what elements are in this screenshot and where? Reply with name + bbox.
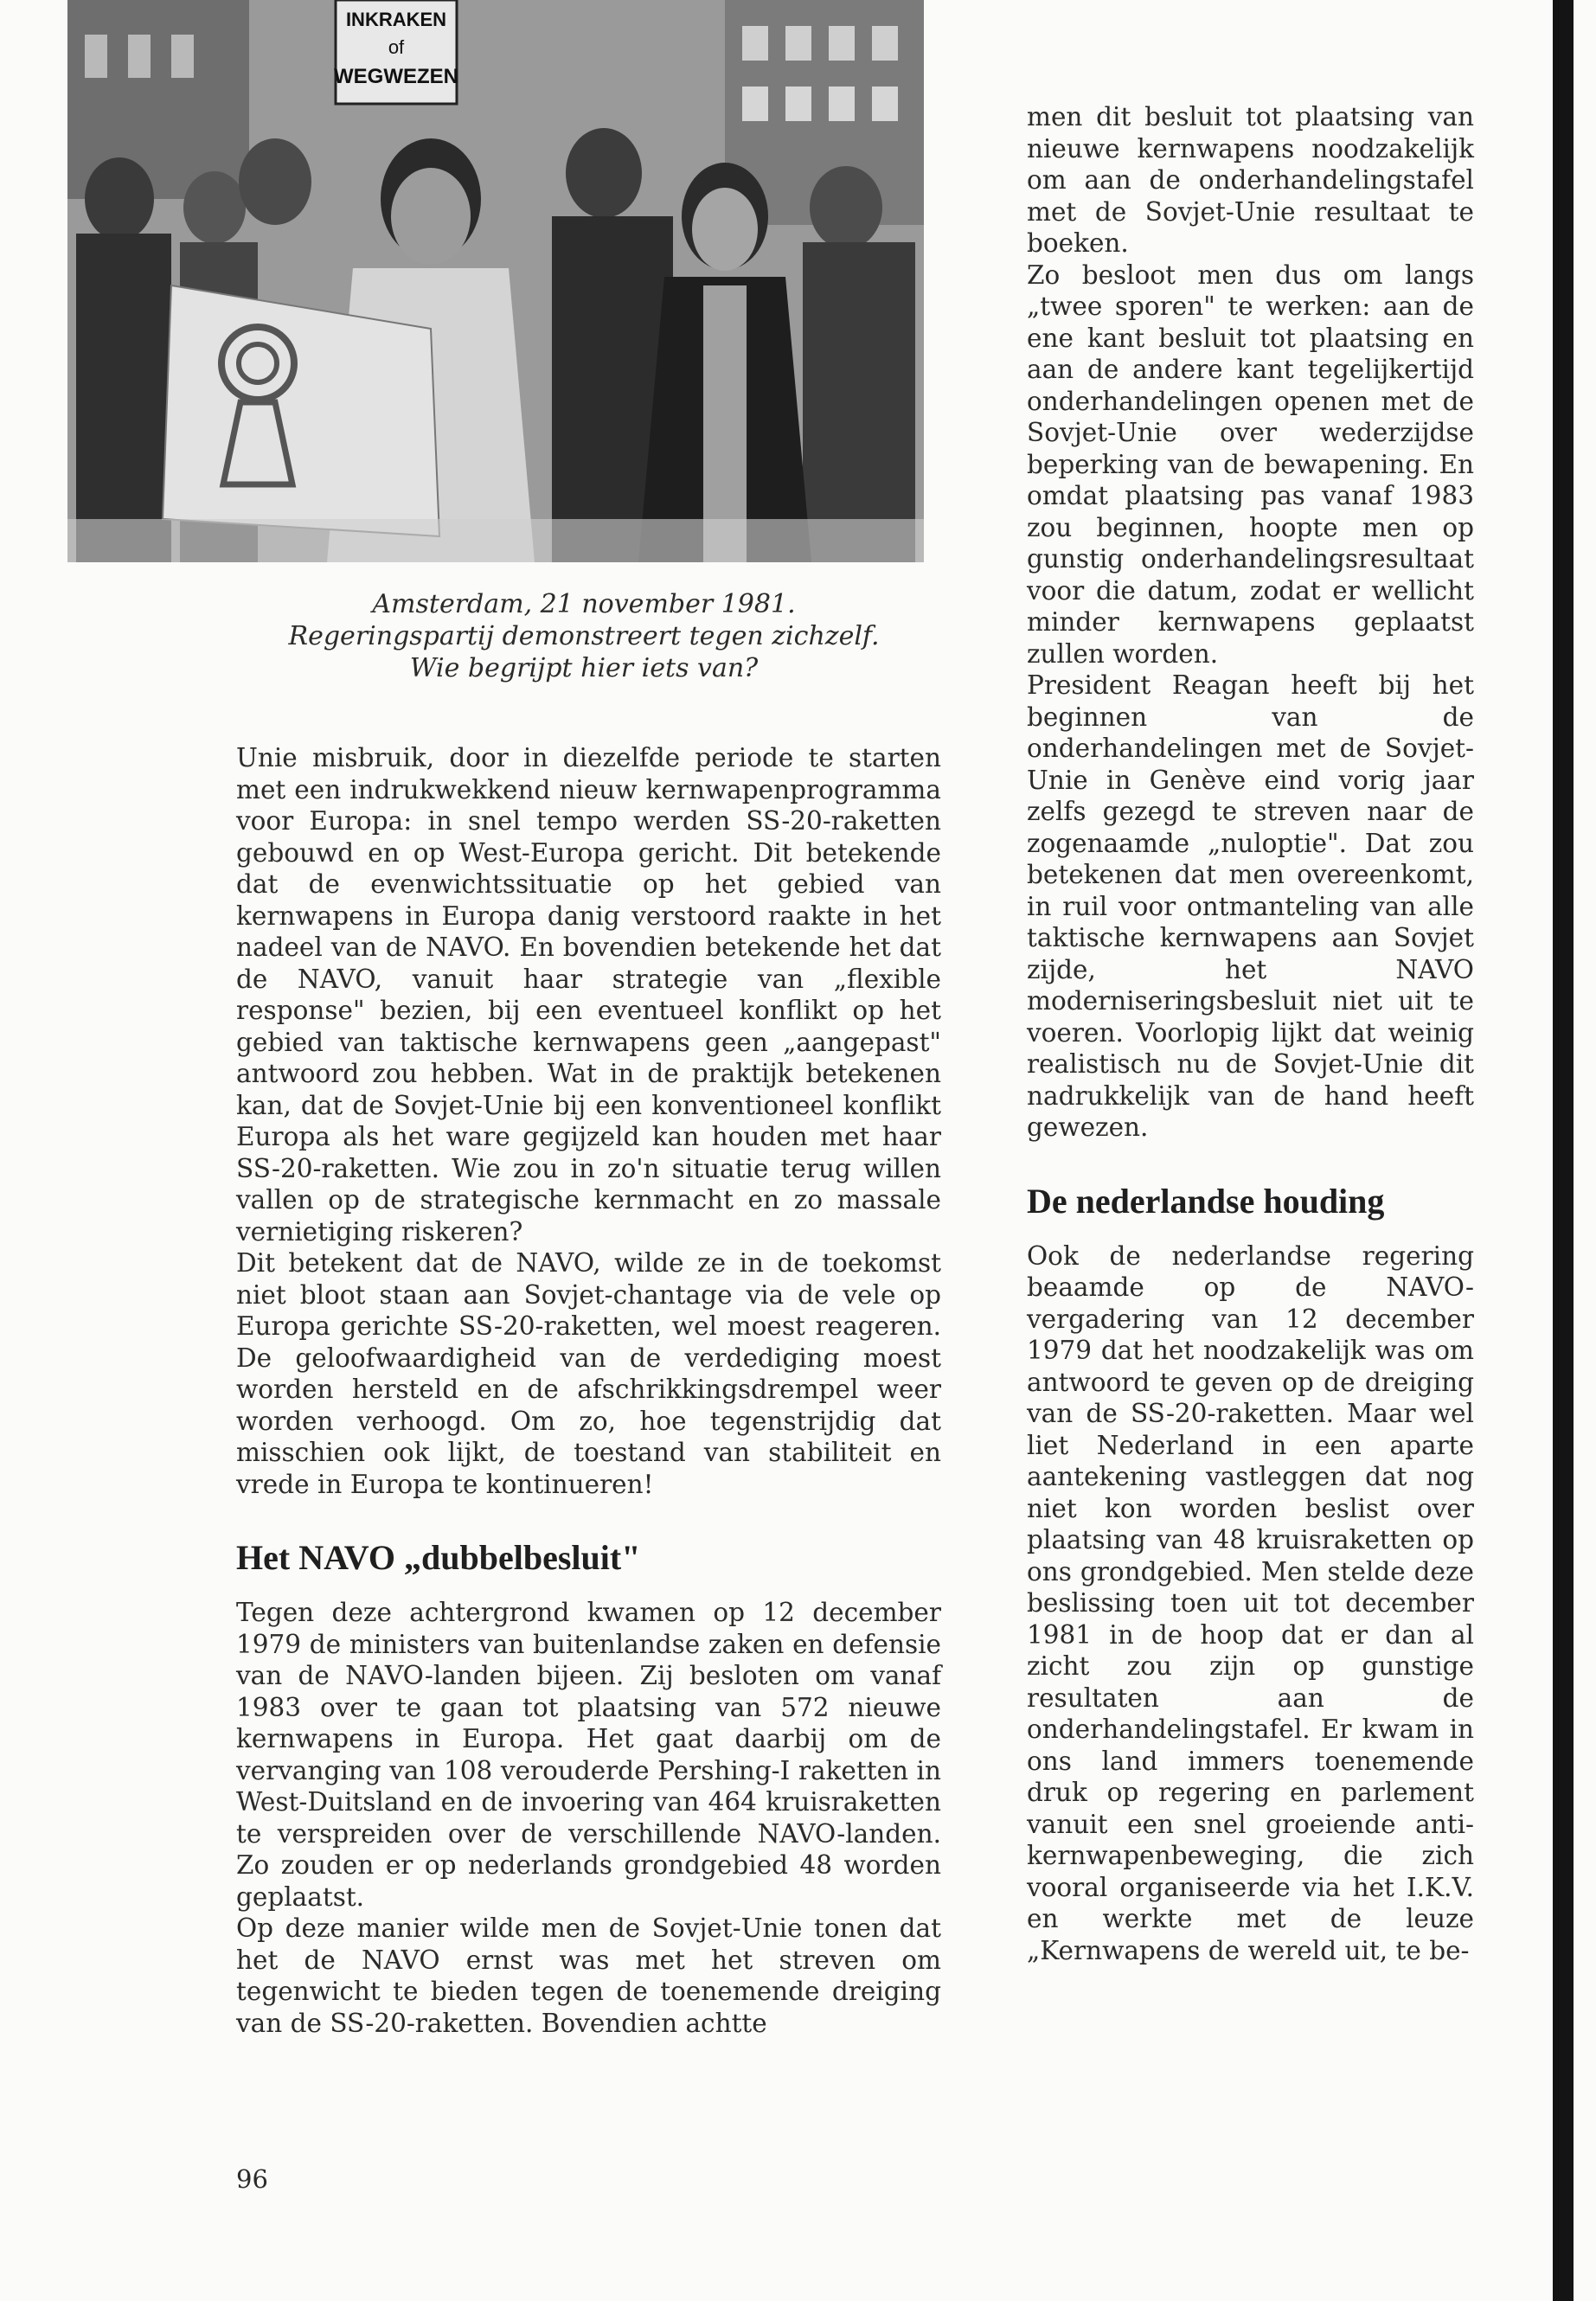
- svg-text:WEGWEZEN: WEGWEZEN: [334, 65, 458, 88]
- caption-line: Regeringspartij demonstreert tegen zichzelf.: [288, 621, 880, 651]
- left-column: [236, 742, 941, 2039]
- paragraph: Unie misbruik, door in diezelfde periode te starten met een indrukwekkend nieuw kernwapenprogramma voor Europa: in snel tempo werden SS-20-raketten gebouwd en op West-Europa gericht. Dit betekende dat de evenwichtssituatie op het gebied van kernwapens in Europa danig verstoord raakte in het nadeel van de NAVO. En bovendien betekende het dat de NAVO, vanuit haar strategie van „flexible response" bezien, bij een eventueel konflikt op het gebied van taktische kernwapens geen „aangepast" antwoord zou hebben. Wat in de praktijk betekenen kan, dat de Sovjet-Unie bij een konventioneel konflikt Europa als het ware gegijzeld kan houden met haar SS-20-raketten. Wie zou in zo'n situatie terug willen vallen op de strategische kernmacht en zo massale vernietiging riskeren?: [236, 743, 941, 1247]
- paragraph: Dit betekent dat de NAVO, wilde ze in de toekomst niet bloot staan aan Sovjet-chantage via de vele op Europa gerichte SS-20-raketten, wel moest reageren. De geloofwaardigheid van de verdediging moest worden hersteld en de afschrikkingsdrempel weer worden verhoogd. Om zo, hoe tegenstrijdig dat misschien ook lijkt, de toestand van stabiliteit en vrede in Europa te kontinueren!: [236, 1248, 941, 1499]
- paragraph: President Reagan heeft bij het beginnen van de onderhandelingen met de Sovjet-Unie in Genève eind vorig jaar zelfs gezegd te streven naar de zogenaamde „nuloptie". Dat zou betekenen dat men overeenkomt, in ruil voor ontmanteling van alle taktische kernwapens aan Sovjet zijde, het NAVO moderniseringsbesluit niet uit te voeren. Voorlopig lijkt dat weinig realistisch nu de Sovjet-Unie dit nadrukkelijk van de hand heeft gewezen.: [1027, 670, 1474, 1142]
- caption-line: Amsterdam, 21 november 1981.: [372, 589, 796, 619]
- paragraph: Op deze manier wilde men de Sovjet-Unie tonen dat het de NAVO ernst was met het streven om tegenwicht te bieden tegen de toenemende dreiging van de SS-20-raketten. Bovendien achtte: [236, 1913, 941, 2038]
- paragraph: Zo besloot men dus om langs „twee sporen" te werken: aan de ene kant besluit tot plaatsing en aan de andere kant tegelijkertijd onderhandelingen openen met de Sovjet-Unie over wederzijdse beperking van de bewapening. En omdat plaatsing pas vanaf 1983 zou beginnen, hoopte men op gunstig onderhandelingsresultaat voor die datum, zodat er wellicht minder kernwapens geplaatst zullen worden.: [1027, 260, 1474, 669]
- demonstration-photo-art: [67, 0, 924, 562]
- demonstration-photo: [67, 0, 924, 562]
- section-heading-nederlandse-houding: De nederlandse houding: [1027, 1181, 1385, 1221]
- paragraph: men dit besluit tot plaatsing van nieuwe kernwapens noodzakelijk om aan de onderhandelingstafel met de Sovjet-Unie resultaat te boeken.: [1027, 102, 1474, 258]
- sign-text: INKRAKEN: [345, 9, 447, 30]
- svg-text:of: of: [388, 36, 405, 58]
- paragraph: Tegen deze achtergrond kwamen op 12 december 1979 de ministers van buitenlandse zaken en defensie van de NAVO-landen bijeen. Zij besloten om vanaf 1983 over te gaan tot plaatsing van 572 nieuwe kernwapens in Europa. Het gaat daarbij om de vervanging van 108 verouderde Pershing-I raketten in West-Duitsland en de invoering van 464 kruisraketten te verspreiden over de verschillende NAVO-landen. Zo zouden er op nederlands grondgebied 48 worden geplaatst.: [236, 1598, 941, 1912]
- paragraph: Ook de nederlandse regering beaamde op de NAVO-vergadering van 12 december 1979 dat het noodzakelijk was om antwoord te geven op de dreiging van de SS-20-raketten. Maar wel liet Nederland in een aparte aantekening vastleggen dat nog niet kon worden beslist over plaatsing van 48 kruisraketten op ons grondgebied. Men stelde deze beslissing toen uit tot december 1981 in de hoop dat er dan al zicht zou zijn op gunstige resultaten aan de onderhandelingstafel. Er kwam in ons land immers toenemende druk op regering en parlement vanuit een snel groeiende anti-kernwapenbeweging, die zich vooral organiseerde via het I.K.V. en werkte met de leuze „Kernwapens de wereld uit, te be-: [1027, 1240, 1474, 1965]
- page-number: 96: [236, 2164, 268, 2194]
- photo-caption: [216, 588, 952, 684]
- caption-line: Wie begrijpt hier iets van?: [409, 653, 759, 683]
- right-column: [1027, 101, 1474, 1966]
- page-edge-bar: [1553, 0, 1574, 2301]
- section-heading-dubbelbesluit: Het NAVO „dubbelbesluit": [236, 1538, 641, 1577]
